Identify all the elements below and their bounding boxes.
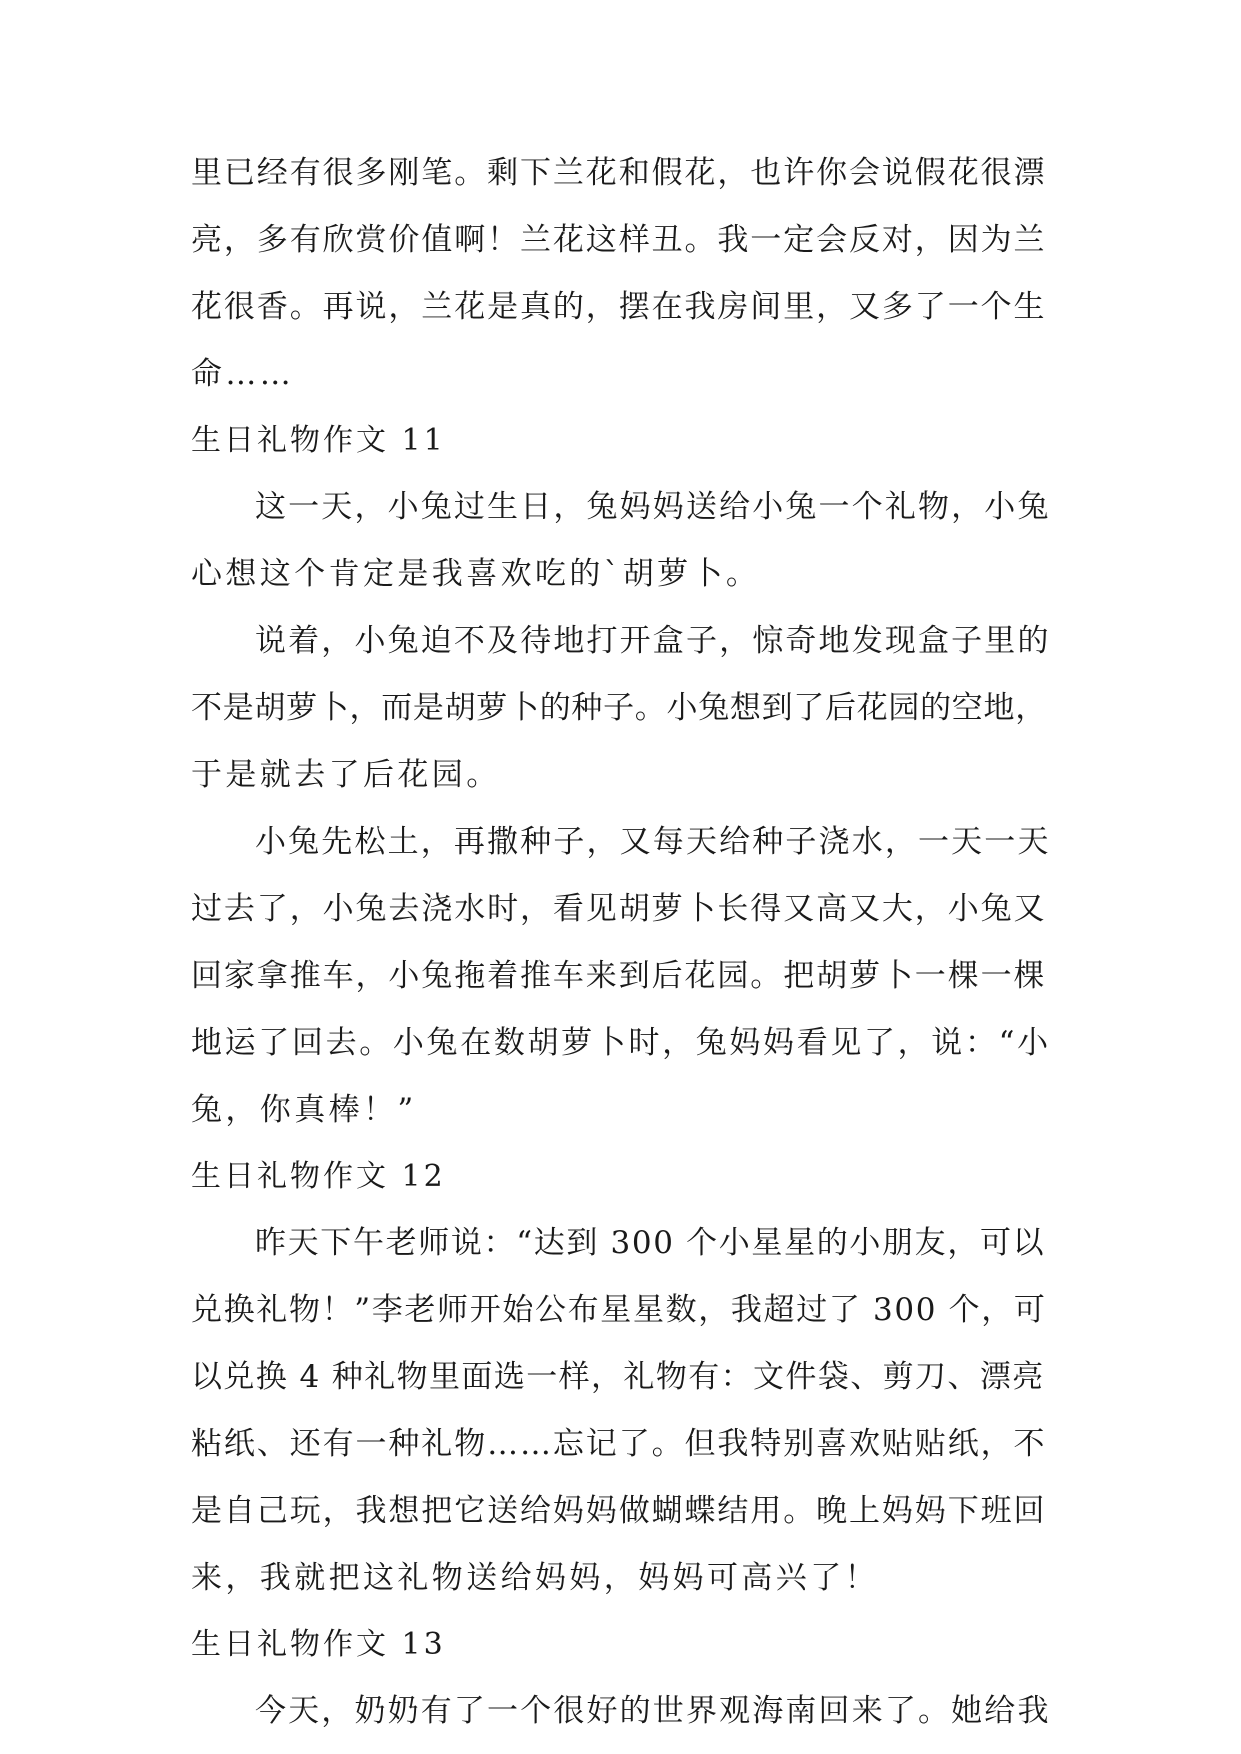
text-line: 不是胡萝卜，而是胡萝卜的种子。小兔想到了后花园的空地， bbox=[191, 690, 1047, 726]
paragraph bbox=[191, 1210, 1051, 1612]
text-line: 兑换礼物！”李老师开始公布星星数，我超过了 300 个，可 bbox=[191, 1292, 1047, 1328]
text-line: 地运了回去。小兔在数胡萝卜时，兔妈妈看见了，说：“小 bbox=[191, 1025, 1051, 1061]
text-line: 今天，奶奶有了一个很好的世界观海南回来了。她给我 bbox=[255, 1693, 1051, 1729]
document-page bbox=[191, 140, 1051, 1745]
text-line: 命…… bbox=[191, 356, 295, 392]
text-line: 昨天下午老师说：“达到 300 个小星星的小朋友，可以 bbox=[255, 1225, 1046, 1261]
text-line: 亮，多有欣赏价值啊！兰花这样丑。我一定会反对，因为兰 bbox=[191, 222, 1047, 258]
section-heading: 生日礼物作文 12 bbox=[191, 1159, 446, 1194]
paragraph bbox=[191, 608, 1051, 809]
text-line: 回家拿推车，小兔拖着推车来到后花园。把胡萝卜一棵一棵 bbox=[191, 958, 1047, 994]
text-line: 兔，你真棒！” bbox=[191, 1092, 417, 1128]
text-line: 心想这个肯定是我喜欢吃的`胡萝卜。 bbox=[191, 556, 761, 592]
section-heading: 生日礼物作文 11 bbox=[191, 423, 446, 458]
text-line: 说着，小兔迫不及待地打开盒子，惊奇地发现盒子里的 bbox=[255, 623, 1051, 659]
text-line: 是自己玩，我想把它送给妈妈做蝴蝶结用。晚上妈妈下班回 bbox=[191, 1493, 1047, 1529]
text-line: 过去了，小兔去浇水时，看见胡萝卜长得又高又大，小兔又 bbox=[191, 891, 1047, 927]
text-line: 里已经有很多刚笔。剩下兰花和假花，也许你会说假花很漂 bbox=[191, 155, 1047, 191]
text-line: 花很香。再说，兰花是真的，摆在我房间里，又多了一个生 bbox=[191, 289, 1047, 325]
paragraph bbox=[191, 140, 1051, 408]
text-line: 粘纸、还有一种礼物……忘记了。但我特别喜欢贴贴纸，不 bbox=[191, 1426, 1047, 1462]
paragraph bbox=[191, 1678, 1051, 1745]
text-line: 以兑换 4 种礼物里面选一样，礼物有：文件袋、剪刀、漂亮 bbox=[191, 1359, 1045, 1395]
paragraph bbox=[191, 809, 1051, 1144]
section-heading: 生日礼物作文 13 bbox=[191, 1627, 446, 1662]
paragraph bbox=[191, 474, 1051, 608]
text-line: 来，我就把这礼物送给妈妈，妈妈可高兴了！ bbox=[191, 1560, 879, 1596]
text-line: 于是就去了后花园。 bbox=[191, 757, 501, 793]
text-line: 小兔先松土，再撒种子，又每天给种子浇水，一天一天 bbox=[255, 824, 1051, 860]
text-line: 这一天，小兔过生日，兔妈妈送给小兔一个礼物，小兔 bbox=[255, 489, 1051, 525]
